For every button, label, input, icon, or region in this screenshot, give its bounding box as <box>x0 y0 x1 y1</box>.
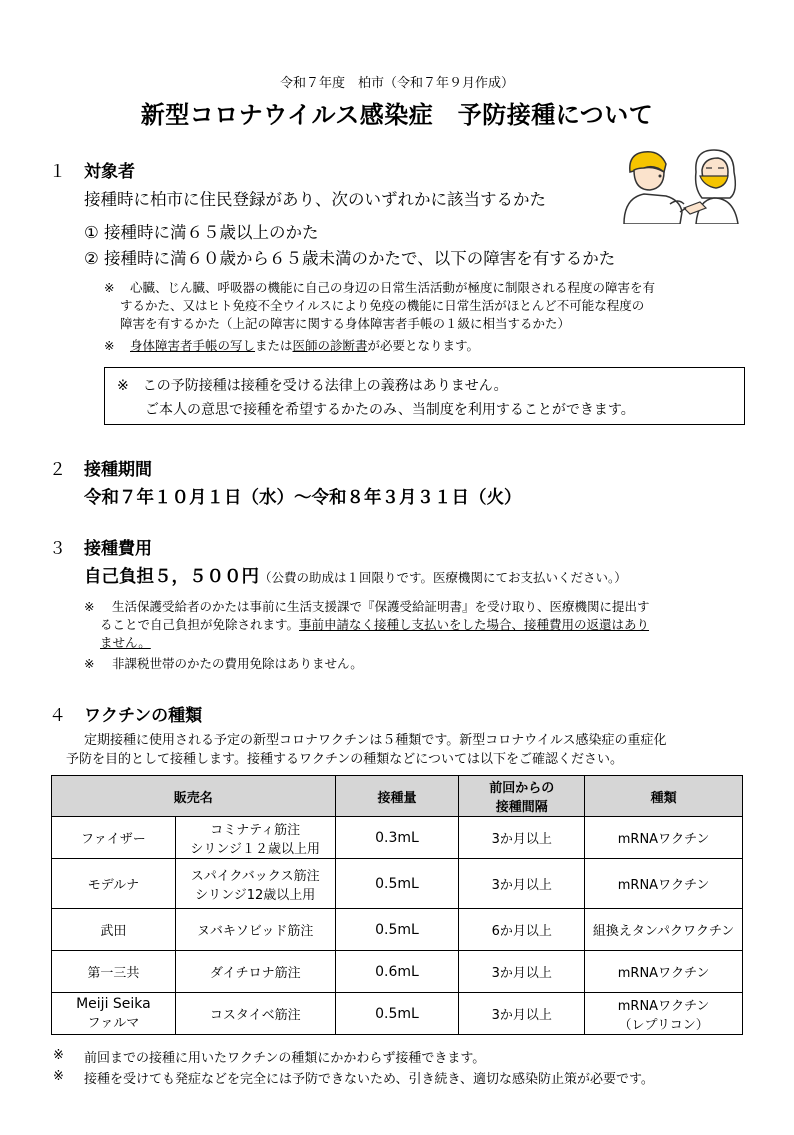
kind-cell: mRNAワクチン <box>585 817 743 859</box>
interval-cell: 3か月以上 <box>459 951 585 993</box>
vaccine-intro-line2: 予防を目的として接種します。接種するワクチンの種類などについては以下をご確認ください。 <box>66 752 624 767</box>
dose-cell: 0.6mL <box>335 951 459 993</box>
section2-heading: 接種期間 <box>84 460 152 480</box>
notice-line2: ご本人の意思で接種を希望するかたのみ、当制度を利用することができます。 <box>145 402 635 418</box>
self-pay-amount: 自己負担５，５００円 <box>84 567 259 587</box>
interval-cell: 3か月以上 <box>459 859 585 909</box>
vaccination-illustration-icon <box>614 142 744 224</box>
header-interval: 前回からの 接種間隔 <box>459 776 585 817</box>
eligibility-item-2: ② 接種時に満６０歳から６５歳未満のかたで、以下の障害を有するかた <box>84 249 616 268</box>
header-seller: 販売名 <box>52 776 336 817</box>
doctor-certificate-text: 医師の診断書 <box>292 338 368 353</box>
table-row <box>52 951 743 993</box>
maker-cell: Meiji Seika ファルマ <box>52 993 176 1035</box>
maker-cell: モデルナ <box>52 859 176 909</box>
product-cell: コミナティ筋注 シリンジ１２歳以上用 <box>175 817 335 859</box>
product-cell: ヌバキソビッド筋注 <box>175 909 335 951</box>
maker-cell: 第一三共 <box>52 951 176 993</box>
document-requirement-note: 身体障害者手帳の写しまたは医師の診断書が必要となります。 <box>130 338 480 353</box>
disability-note-line1: 心臓、じん臓、呼吸器の機能に自己の身辺の日常生活活動が極度に制限される程度の障害を有 <box>130 280 656 295</box>
kind-cell: 組換えタンパクワクチン <box>585 909 743 951</box>
dose-cell: 0.5mL <box>335 909 459 951</box>
cost-note: （公費の助成は１回限りです。医療機関にてお支払いください。） <box>259 570 627 585</box>
footnote-infection-prevention: 接種を受けても発症などを完全には予防できないため、引き続き、適切な感染防止策が必要です。 <box>84 1072 654 1087</box>
disability-note-line3: 障害を有するかた（上記の障害に関する身体障害者手帳の１級に相当するかた） <box>120 316 571 331</box>
document-subtitle: 令和７年度 柏市（令和７年９月作成） <box>279 76 514 91</box>
vaccine-intro-line1: 定期接種に使用される予定の新型コロナワクチンは５種類です。新型コロナウイルス感染症の重症化 <box>84 733 667 748</box>
vaccination-period: 令和７年１０月１日（水）～令和８年３月３１日（火） <box>84 488 522 508</box>
header-dose: 接種量 <box>335 776 459 817</box>
notice-line1: ※ この予防接種は接種を受ける法律上の義務はありません。 <box>117 378 508 394</box>
section3-heading: 接種費用 <box>84 539 152 559</box>
section4-heading: ワクチンの種類 <box>84 706 203 726</box>
maker-cell: 武田 <box>52 909 176 951</box>
welfare-note-line3: ません。 <box>100 635 151 650</box>
welfare-note-line2: ることで自己負担が免除されます。事前申請なく接種し支払いをした場合、接種費用の返還はあり <box>100 617 650 632</box>
disability-note-line2: するかた、又はヒト免疫不全ウイルスにより免疫の機能に日常生活がほとんど不可能な程度の <box>120 298 645 313</box>
table-row <box>52 909 743 951</box>
tax-exempt-note: 非課税世帯のかたの費用免除はありません。 <box>112 656 363 671</box>
section4-number: ４ <box>49 706 66 726</box>
note-mark: ※ <box>84 599 95 614</box>
note-mark: ※ <box>53 1069 64 1084</box>
note-mark: ※ <box>84 656 95 671</box>
eligibility-lead: 接種時に柏市に住民登録があり、次のいずれかに該当するかた <box>84 190 546 209</box>
interval-cell: 3か月以上 <box>459 817 585 859</box>
welfare-note-line1: 生活保護受給者のかたは事前に生活支援課で『保護受給証明書』を受け取り、医療機関に提出す <box>112 599 650 614</box>
section3-number: ３ <box>49 539 66 559</box>
eligibility-item-1: ① 接種時に満６５歳以上のかた <box>84 223 319 242</box>
dose-cell: 0.3mL <box>335 817 459 859</box>
section1-number: １ <box>49 162 66 182</box>
kind-cell: mRNAワクチン <box>585 859 743 909</box>
document-title: 新型コロナウイルス感染症 予防接種について <box>140 101 654 129</box>
note-mark: ※ <box>53 1048 64 1063</box>
kind-cell: mRNAワクチン （レプリコン） <box>585 993 743 1035</box>
no-refund-text: 事前申請なく接種し支払いをした場合、接種費用の返還はあり <box>299 617 650 632</box>
table-row <box>52 993 743 1035</box>
handbook-copy-text: 身体障害者手帳の写し <box>130 338 256 353</box>
note-mark: ※ <box>104 280 115 295</box>
dose-cell: 0.5mL <box>335 993 459 1035</box>
no-obligation-notice-box <box>104 367 745 425</box>
footnote-any-vaccine: 前回までの接種に用いたワクチンの種類にかかわらず接種できます。 <box>84 1051 486 1066</box>
dose-cell: 0.5mL <box>335 859 459 909</box>
vaccine-table <box>51 775 743 1035</box>
table-header-row <box>52 776 743 817</box>
section1-heading: 対象者 <box>84 162 135 182</box>
kind-cell: mRNAワクチン <box>585 951 743 993</box>
note-mark: ※ <box>104 338 115 353</box>
table-row <box>52 817 743 859</box>
product-cell: ダイチロナ筋注 <box>175 951 335 993</box>
product-cell: スパイクバックス筋注 シリンジ12歳以上用 <box>175 859 335 909</box>
cost-line <box>84 563 627 588</box>
table-row <box>52 859 743 909</box>
interval-cell: 3か月以上 <box>459 993 585 1035</box>
maker-cell: ファイザー <box>52 817 176 859</box>
section2-number: ２ <box>49 460 66 480</box>
header-kind: 種類 <box>585 776 743 817</box>
product-cell: コスタイベ筋注 <box>175 993 335 1035</box>
interval-cell: 6か月以上 <box>459 909 585 951</box>
